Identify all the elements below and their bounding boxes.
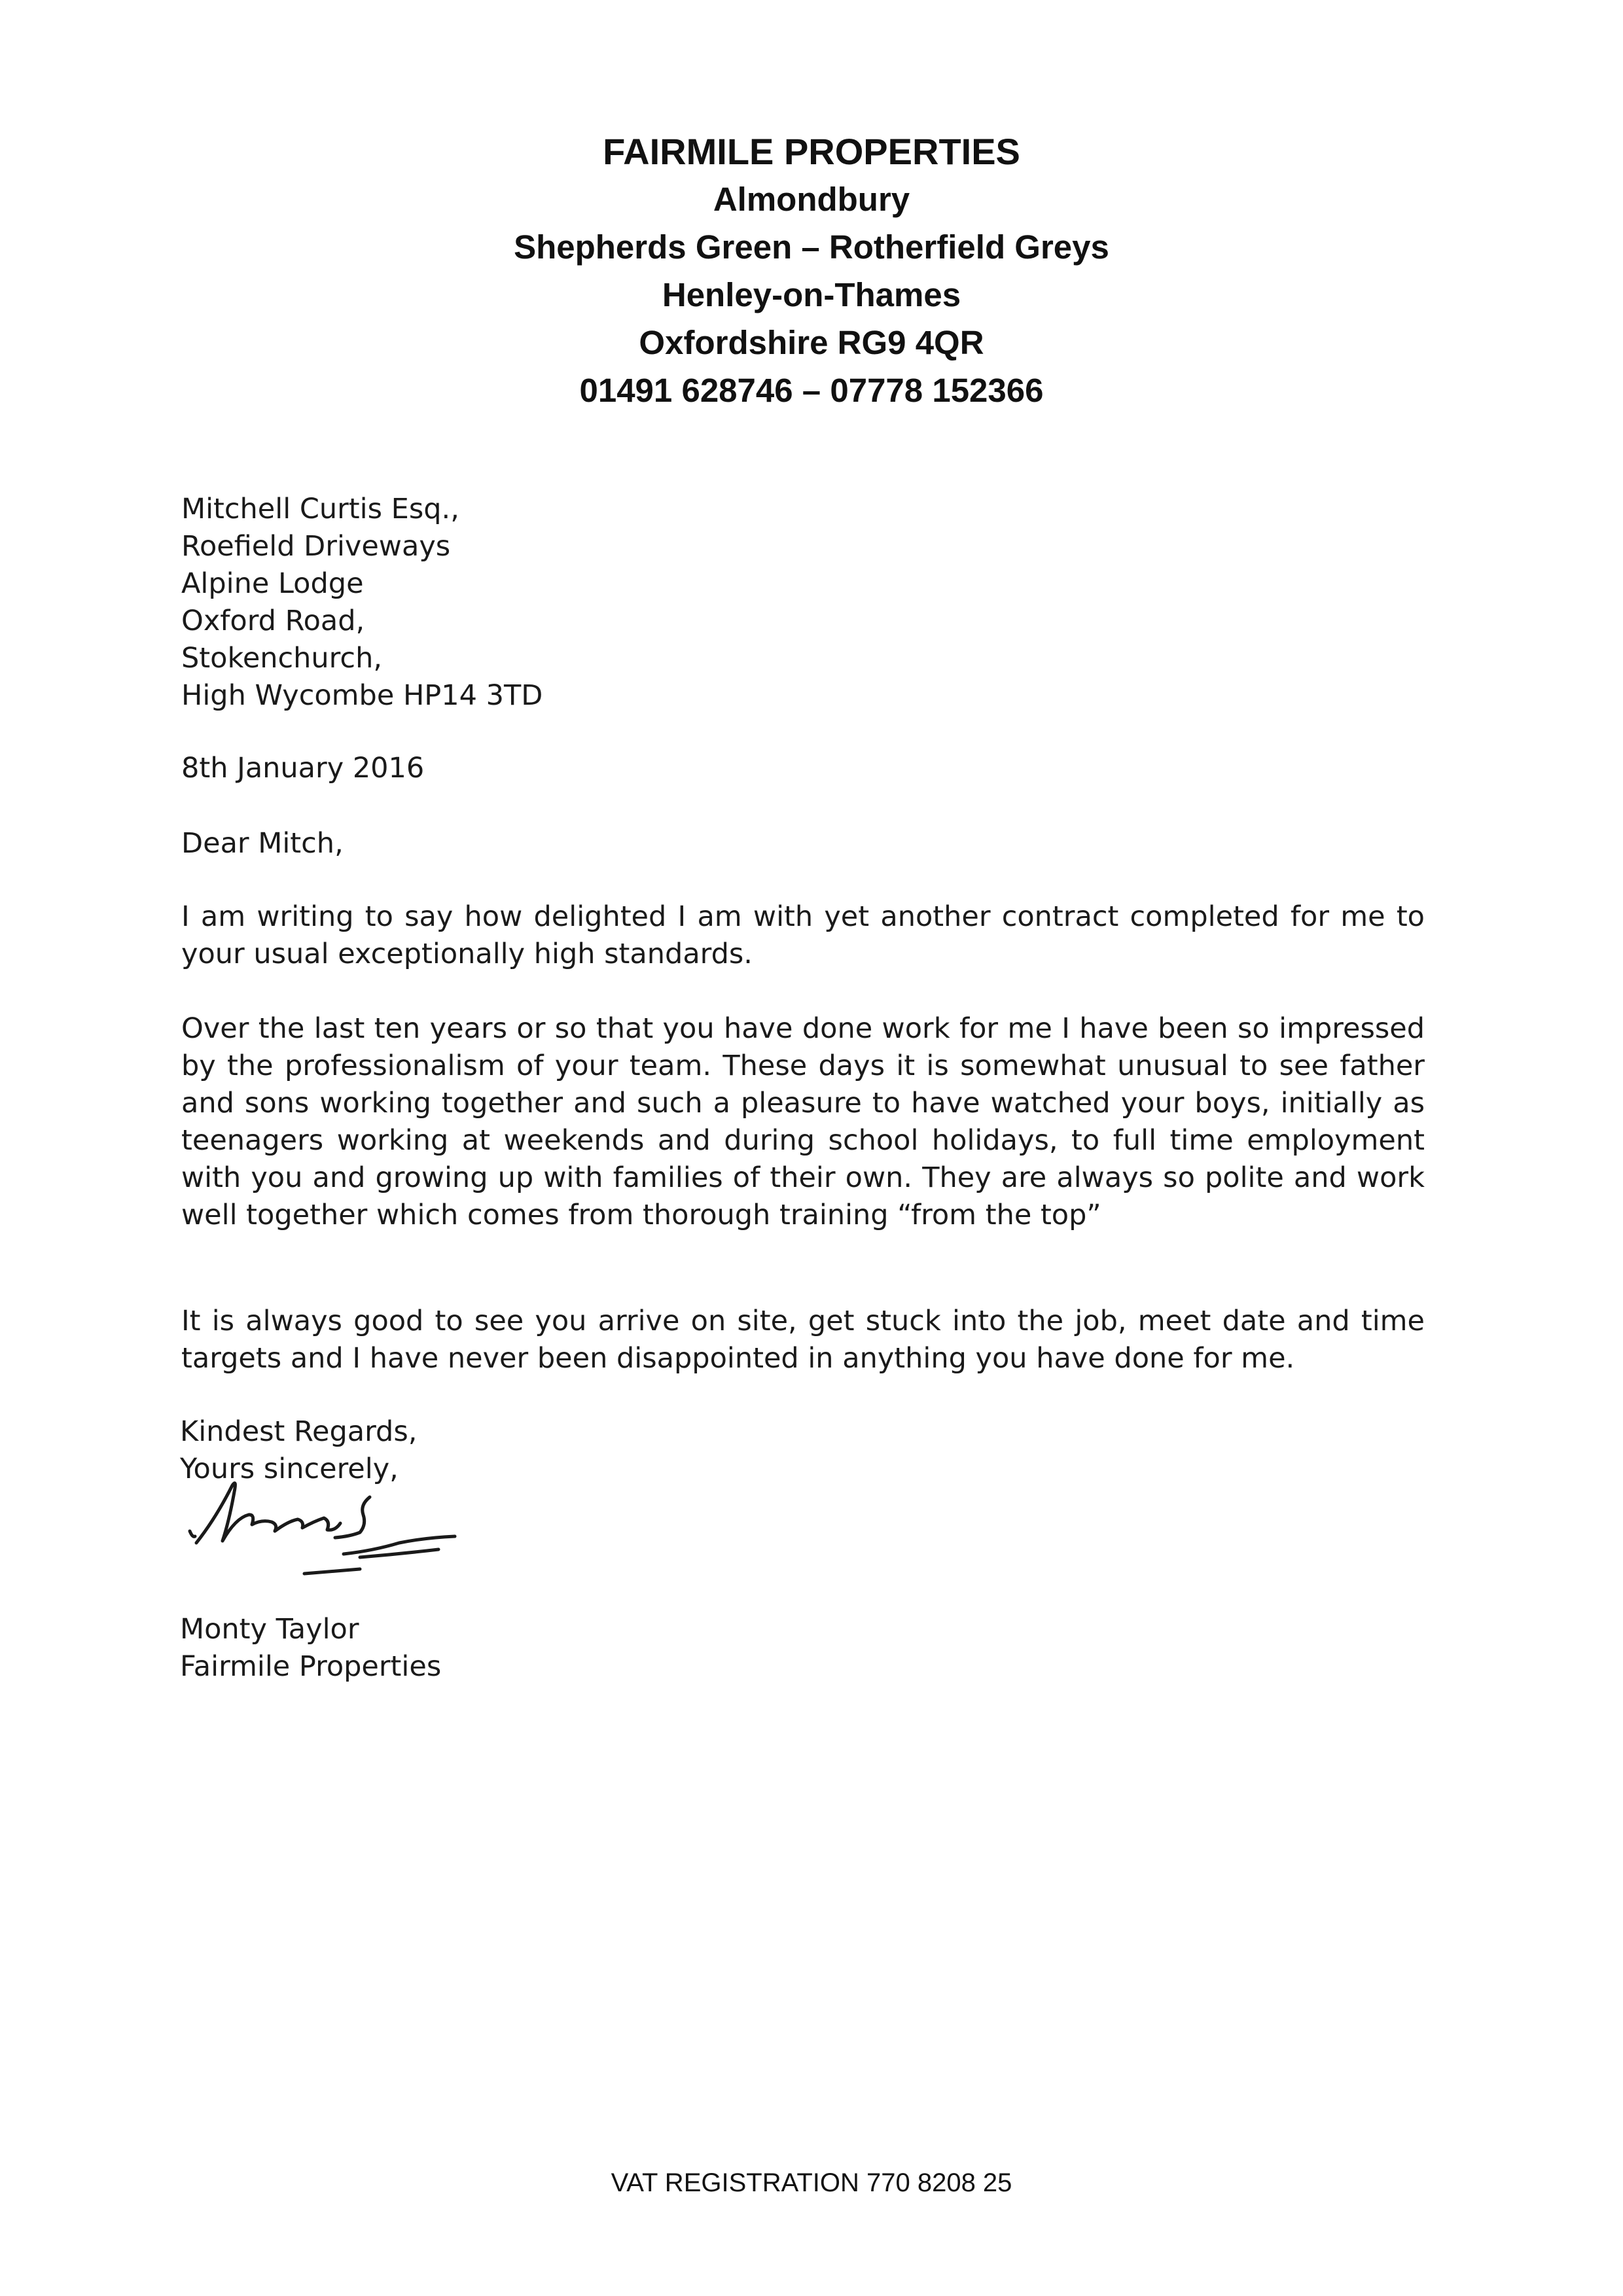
recipient-address-line: Stokenchurch, [181,642,382,675]
letterhead-house-name: Almondbury [713,181,910,218]
body-paragraph: Over the last ten years or so that you have done work for me I have been so impressed by the professionalism of your team. These days it is somewhat unusual to see father and sons working together and such a pleasure to have watched your boys, initially as teenagers working at weekends and during school holidays, to full time employment with you and growing up with families of their own. They are always so polite and work well together which comes from thorough training “from the top” [181,1012,1425,1231]
letterhead-town: Henley-on-Thames [662,276,961,313]
recipient-address [181,491,543,715]
body-paragraph: It is always good to see you arrive on site, get stuck into the job, meet date and time targets and I have never been disappointed in anything you have done for me. [181,1305,1425,1375]
company-name: FAIRMILE PROPERTIES [603,131,1020,172]
letterhead-county-postcode: Oxfordshire RG9 4QR [639,324,984,361]
vat-registration-footer: VAT REGISTRATION 770 8208 25 [611,2168,1012,2197]
signatory-company: Fairmile Properties [180,1650,442,1683]
letterhead-phone: 01491 628746 – 07778 152366 [579,372,1044,409]
signatory-name: Monty Taylor [180,1613,359,1646]
sign-off: Yours sincerely, [180,1453,399,1485]
recipient-address-line: Oxford Road, [181,605,365,637]
recipient-address-line: High Wycombe HP14 3TD [181,679,543,712]
recipient-address-line: Alpine Lodge [181,567,364,600]
salutation: Dear Mitch, [181,827,344,860]
body-paragraph: I am writing to say how delighted I am with yet another contract completed for me to your usual exceptionally high standards. [181,900,1425,970]
recipient-company: Roefield Driveways [181,530,451,563]
letterhead-street: Shepherds Green – Rotherfield Greys [514,228,1109,266]
handwritten-signature [164,1459,471,1590]
letterhead [0,128,1623,414]
closing-regards: Kindest Regards, [180,1415,418,1448]
letter-date: 8th January 2016 [181,752,425,785]
recipient-name: Mitchell Curtis Esq., [181,493,459,525]
